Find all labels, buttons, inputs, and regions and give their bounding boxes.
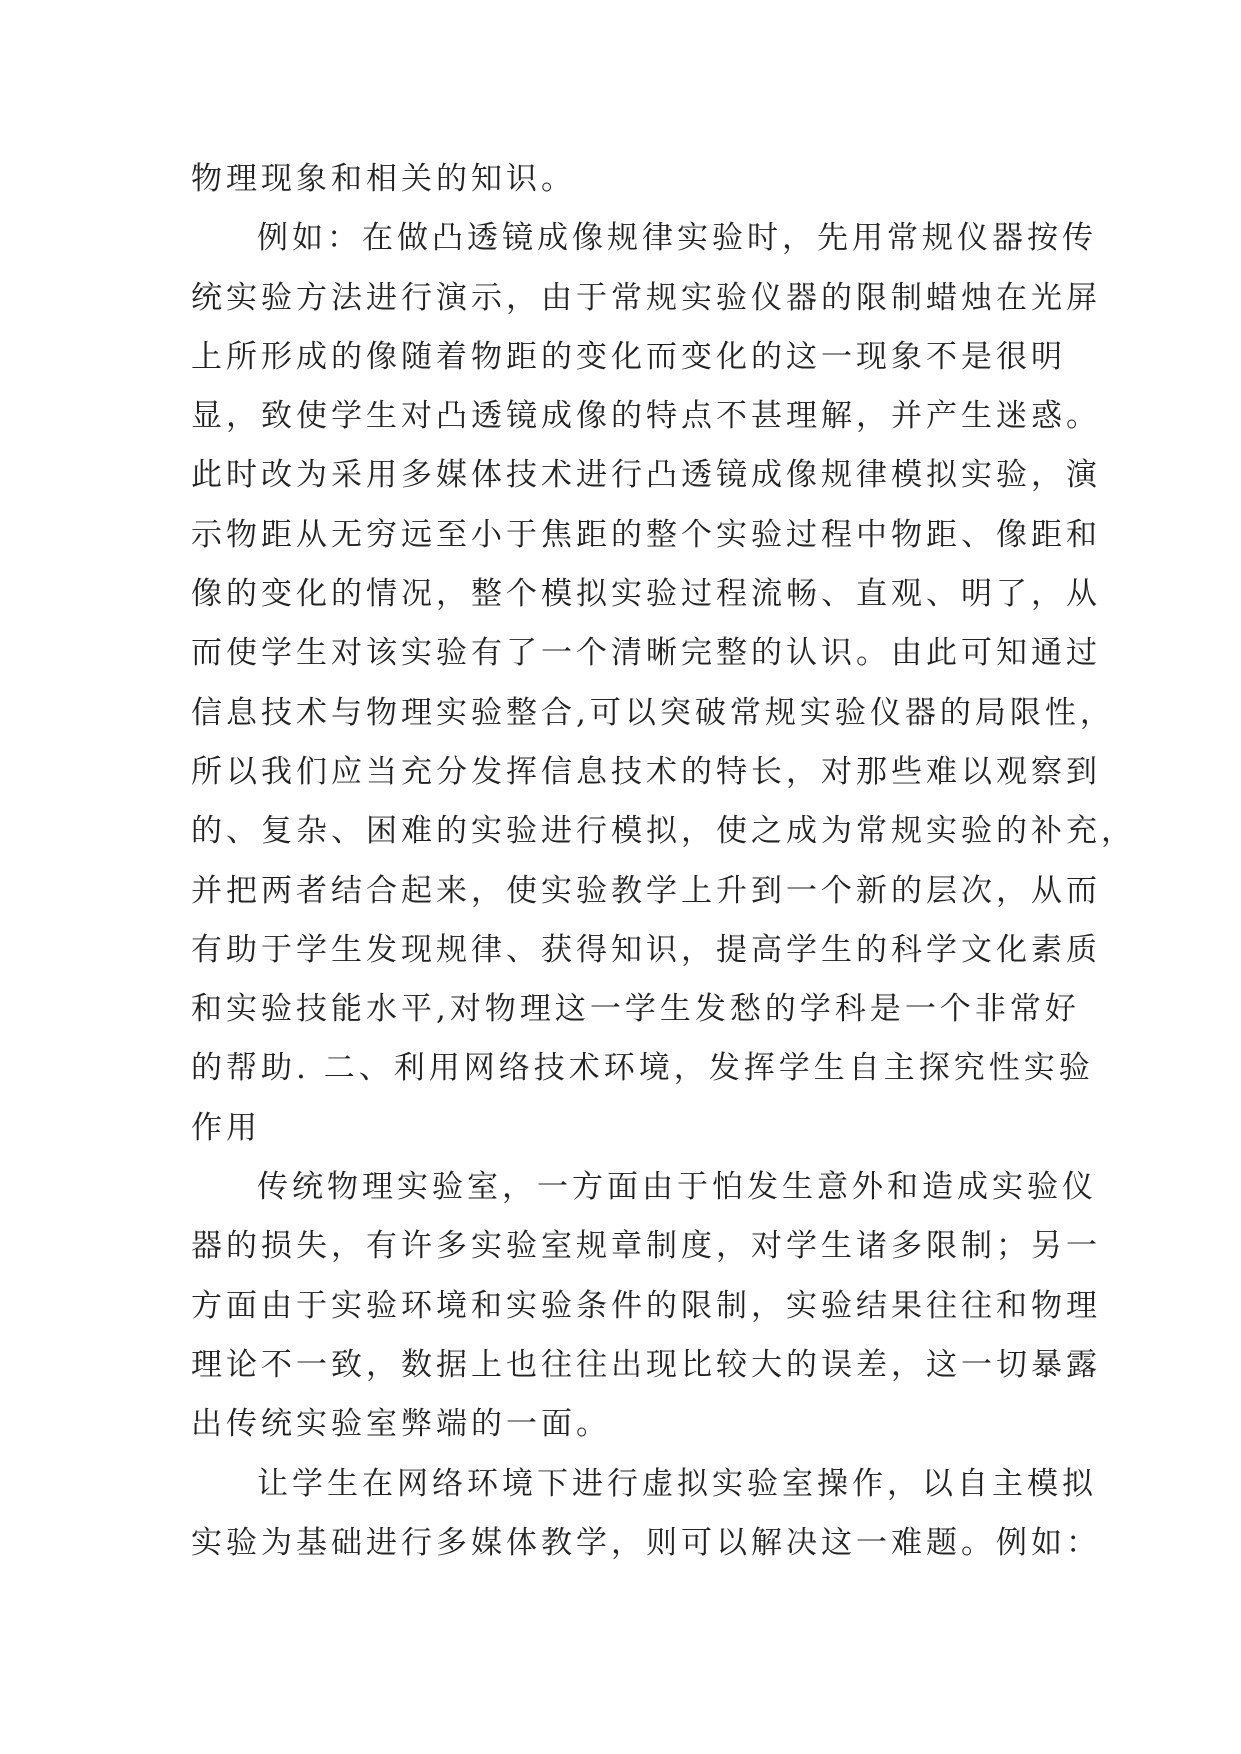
text-line: 和实验技能水平,对物理这一学生发愁的学科是一个非常好 xyxy=(191,991,1080,1028)
text-line: 理论不一致，数据上也往往出现比较大的误差，这一切暴露 xyxy=(191,1346,1101,1383)
text-line: 的、复杂、困难的实验进行模拟，使之成为常规实验的补充， xyxy=(191,813,1136,850)
body-text xyxy=(191,150,1136,1573)
text-line: 信息技术与物理实验整合,可以突破常规实验仪器的局限性， xyxy=(191,694,1115,731)
text-line: 而使学生对该实验有了一个清晰完整的认识。由此可知通过 xyxy=(191,635,1101,672)
text-line: 物理现象和相关的知识。 xyxy=(191,161,576,197)
text-line: 的帮助. 二、利用网络技术环境，发挥学生自主探究性实验 xyxy=(191,1050,1094,1087)
text-line: 并把两者结合起来，使实验教学上升到一个新的层次，从而 xyxy=(191,872,1101,909)
paragraph-virtual-lab xyxy=(191,1455,1101,1574)
text-line: 实验为基础进行多媒体教学，则可以解决这一难题。例如： xyxy=(191,1524,1101,1561)
paragraph-continuation xyxy=(191,150,1051,209)
paragraph-traditional-lab xyxy=(191,1158,1101,1454)
text-line: 方面由于实验环境和实验条件的限制，实验结果往往和物理 xyxy=(191,1287,1101,1324)
text-line: 上所形成的像随着物距的变化而变化的这一现象不是很明 xyxy=(191,338,1066,375)
text-line: 统实验方法进行演示，由于常规实验仪器的限制蜡烛在光屏 xyxy=(191,279,1101,316)
text-line: 有助于学生发现规律、获得知识，提高学生的科学文化素质 xyxy=(191,931,1101,968)
text-line: 示物距从无穷远至小于焦距的整个实验过程中物距、像距和 xyxy=(191,516,1101,553)
text-line: 例如：在做凸透镜成像规律实验时，先用常规仪器按传 xyxy=(257,220,1097,257)
text-line: 传统物理实验室，一方面由于怕发生意外和造成实验仪 xyxy=(257,1169,1097,1206)
text-line: 此时改为采用多媒体技术进行凸透镜成像规律模拟实验，演 xyxy=(191,457,1101,494)
text-line: 器的损失，有许多实验室规章制度，对学生诸多限制；另一 xyxy=(191,1228,1101,1265)
text-line: 作用 xyxy=(191,1109,261,1146)
text-line: 像的变化的情况，整个模拟实验过程流畅、直观、明了，从 xyxy=(191,576,1101,613)
paragraph-example-convex-lens xyxy=(191,209,1136,1158)
text-line: 出传统实验室弊端的一面。 xyxy=(191,1406,611,1443)
text-line: 所以我们应当充分发挥信息技术的特长，对那些难以观察到 xyxy=(191,753,1101,790)
text-line: 让学生在网络环境下进行虚拟实验室操作，以自主模拟 xyxy=(257,1465,1097,1502)
text-line: 显，致使学生对凸透镜成像的特点不甚理解，并产生迷惑。 xyxy=(191,398,1101,435)
